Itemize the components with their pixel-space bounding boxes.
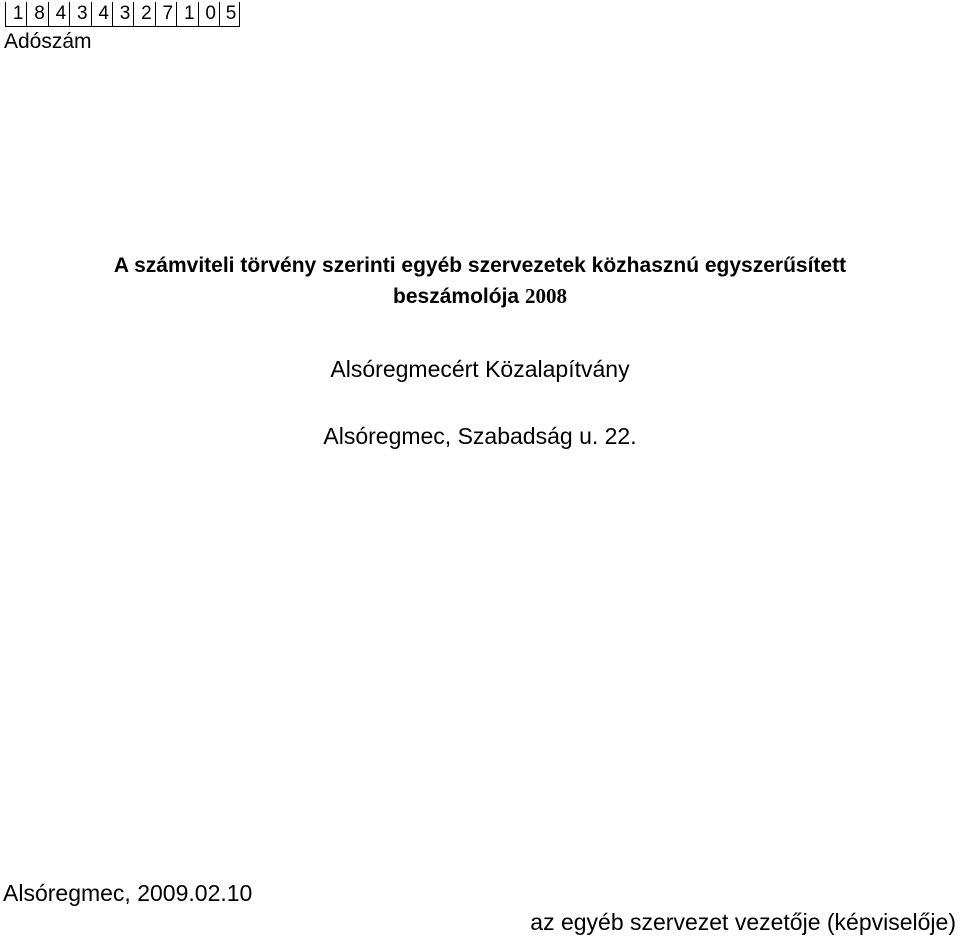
tax-id-digit: 4 xyxy=(48,2,69,26)
tax-id-digit: 8 xyxy=(26,2,47,26)
title-line-2 xyxy=(0,281,960,312)
tax-id-digit: 1 xyxy=(5,2,26,26)
organization-name: Alsóregmecért Közalapítvány xyxy=(330,356,630,382)
tax-id-digit: 3 xyxy=(69,2,90,26)
document-title xyxy=(0,250,960,312)
tax-id-label: Adószám xyxy=(4,30,92,53)
tax-id-digit: 7 xyxy=(155,2,176,26)
tax-id-digit: 4 xyxy=(91,2,112,26)
tax-id-digit: 2 xyxy=(133,2,154,26)
tax-id-digit: 5 xyxy=(219,2,240,26)
tax-id-digit: 1 xyxy=(176,2,197,26)
place-and-date: Alsóregmec, 2009.02.10 xyxy=(3,880,253,906)
signature-label: az egyéb szervezet vezetője (képviselője) xyxy=(530,909,956,935)
tax-id-digit-boxes xyxy=(5,2,240,27)
report-year: 2008 xyxy=(524,284,567,308)
title-line-2-text: beszámolója xyxy=(393,285,520,308)
organization-address: Alsóregmec, Szabadság u. 22. xyxy=(323,423,637,449)
title-line-1: A számviteli törvény szerinti egyéb szervezetek közhasznú egyszerűsített xyxy=(113,254,847,277)
tax-id-digit: 0 xyxy=(198,2,219,26)
tax-id-digit: 3 xyxy=(112,2,133,26)
